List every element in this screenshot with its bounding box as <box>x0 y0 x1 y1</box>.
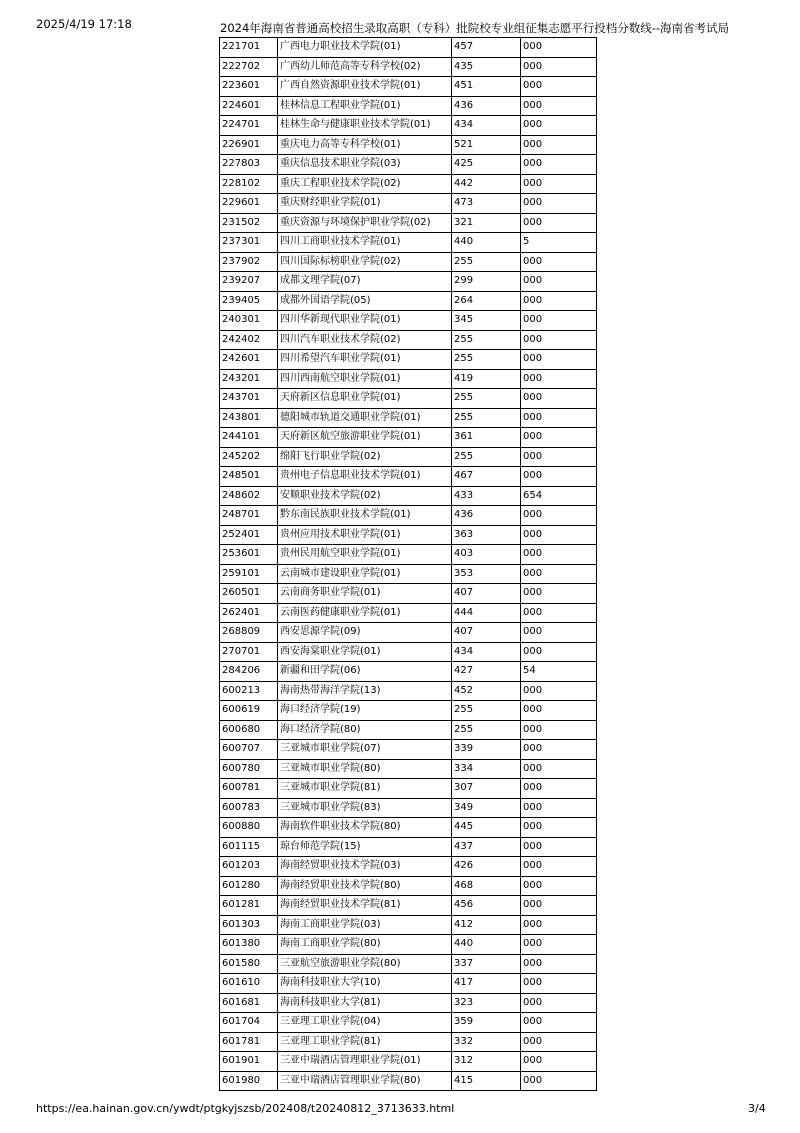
min-score-cell: 255 <box>452 252 521 272</box>
table-row <box>220 798 597 818</box>
min-score-cell: 425 <box>452 155 521 175</box>
group-code-cell: 601681 <box>220 993 278 1013</box>
group-code-cell: 600619 <box>220 701 278 721</box>
table-row <box>220 545 597 565</box>
school-group-cell: 云南城市建设职业学院(01) <box>278 564 452 584</box>
group-code-cell: 600780 <box>220 759 278 779</box>
table-row <box>220 174 597 194</box>
rank-cell: 000 <box>521 213 597 233</box>
min-score-cell: 467 <box>452 467 521 487</box>
table-row <box>220 486 597 506</box>
min-score-cell: 440 <box>452 233 521 253</box>
min-score-cell: 339 <box>452 740 521 760</box>
table-row <box>220 1052 597 1072</box>
school-group-cell: 海口经济学院(80) <box>278 720 452 740</box>
table-row <box>220 759 597 779</box>
school-group-cell: 重庆电力高等专科学校(01) <box>278 135 452 155</box>
rank-cell: 000 <box>521 876 597 896</box>
school-group-cell: 四川希望汽车职业学院(01) <box>278 350 452 370</box>
min-score-cell: 435 <box>452 57 521 77</box>
school-group-cell: 成都外国语学院(05) <box>278 291 452 311</box>
school-group-cell: 三亚航空旅游职业学院(80) <box>278 954 452 974</box>
school-group-cell: 海南软件职业技术学院(80) <box>278 818 452 838</box>
table-row <box>220 506 597 526</box>
table-row <box>220 77 597 97</box>
table-row <box>220 57 597 77</box>
rank-cell: 000 <box>521 447 597 467</box>
rank-cell: 000 <box>521 389 597 409</box>
min-score-cell: 434 <box>452 116 521 136</box>
group-code-cell: 601901 <box>220 1052 278 1072</box>
min-score-cell: 337 <box>452 954 521 974</box>
min-score-cell: 307 <box>452 779 521 799</box>
rank-cell: 000 <box>521 720 597 740</box>
school-group-cell: 德阳城市轨道交通职业学院(01) <box>278 408 452 428</box>
rank-cell: 654 <box>521 486 597 506</box>
table-row <box>220 389 597 409</box>
rank-cell: 000 <box>521 194 597 214</box>
min-score-cell: 427 <box>452 662 521 682</box>
min-score-cell: 452 <box>452 681 521 701</box>
min-score-cell: 412 <box>452 915 521 935</box>
group-code-cell: 237301 <box>220 233 278 253</box>
table-row <box>220 779 597 799</box>
min-score-cell: 437 <box>452 837 521 857</box>
table-row <box>220 564 597 584</box>
group-code-cell: 253601 <box>220 545 278 565</box>
rank-cell: 000 <box>521 584 597 604</box>
school-group-cell: 新疆和田学院(06) <box>278 662 452 682</box>
min-score-cell: 521 <box>452 135 521 155</box>
group-code-cell: 252401 <box>220 525 278 545</box>
school-group-cell: 重庆工程职业技术学院(02) <box>278 174 452 194</box>
min-score-cell: 323 <box>452 993 521 1013</box>
min-score-cell: 349 <box>452 798 521 818</box>
group-code-cell: 223601 <box>220 77 278 97</box>
min-score-cell: 363 <box>452 525 521 545</box>
group-code-cell: 601980 <box>220 1071 278 1091</box>
school-group-cell: 成都文理学院(07) <box>278 272 452 292</box>
school-group-cell: 重庆财经职业学院(01) <box>278 194 452 214</box>
school-group-cell: 三亚中瑞酒店管理职业学院(01) <box>278 1052 452 1072</box>
school-group-cell: 西安思源学院(09) <box>278 623 452 643</box>
school-group-cell: 广西幼儿师范高等专科学校(02) <box>278 57 452 77</box>
school-group-cell: 四川西南航空职业学院(01) <box>278 369 452 389</box>
table-row <box>220 584 597 604</box>
school-group-cell: 天府新区信息职业学院(01) <box>278 389 452 409</box>
table-row <box>220 252 597 272</box>
group-code-cell: 248602 <box>220 486 278 506</box>
rank-cell: 000 <box>521 798 597 818</box>
group-code-cell: 262401 <box>220 603 278 623</box>
school-group-cell: 西安海棠职业学院(01) <box>278 642 452 662</box>
table-row <box>220 467 597 487</box>
school-group-cell: 三亚城市职业学院(07) <box>278 740 452 760</box>
school-group-cell: 绵阳飞行职业学院(02) <box>278 447 452 467</box>
rank-cell: 000 <box>521 506 597 526</box>
school-group-cell: 海南工商职业学院(03) <box>278 915 452 935</box>
min-score-cell: 264 <box>452 291 521 311</box>
table-row <box>220 330 597 350</box>
school-group-cell: 重庆资源与环境保护职业学院(02) <box>278 213 452 233</box>
table-row <box>220 1032 597 1052</box>
rank-cell: 000 <box>521 272 597 292</box>
table-row <box>220 662 597 682</box>
table-row <box>220 837 597 857</box>
school-group-cell: 海口经济学院(19) <box>278 701 452 721</box>
group-code-cell: 239207 <box>220 272 278 292</box>
table-row <box>220 96 597 116</box>
table-row <box>220 642 597 662</box>
rank-cell: 000 <box>521 96 597 116</box>
table-row <box>220 818 597 838</box>
min-score-cell: 440 <box>452 935 521 955</box>
school-group-cell: 海南热带海洋学院(13) <box>278 681 452 701</box>
table-row <box>220 701 597 721</box>
rank-cell: 000 <box>521 935 597 955</box>
score-table <box>219 37 597 1091</box>
school-group-cell: 四川国际标榜职业学院(02) <box>278 252 452 272</box>
rank-cell: 000 <box>521 993 597 1013</box>
min-score-cell: 255 <box>452 350 521 370</box>
table-row <box>220 272 597 292</box>
group-code-cell: 601580 <box>220 954 278 974</box>
table-row <box>220 935 597 955</box>
group-code-cell: 222702 <box>220 57 278 77</box>
rank-cell: 000 <box>521 974 597 994</box>
footer-url: https://ea.hainan.gov.cn/ywdt/ptgkyjszsb/202408/t20240812_3713633.html <box>36 1102 455 1115</box>
school-group-cell: 琼台师范学院(15) <box>278 837 452 857</box>
rank-cell: 000 <box>521 896 597 916</box>
school-group-cell: 黔东南民族职业技术学院(01) <box>278 506 452 526</box>
min-score-cell: 334 <box>452 759 521 779</box>
print-datetime: 2025/4/19 17:18 <box>36 17 132 31</box>
min-score-cell: 451 <box>452 77 521 97</box>
table-row <box>220 525 597 545</box>
group-code-cell: 229601 <box>220 194 278 214</box>
rank-cell: 000 <box>521 77 597 97</box>
rank-cell: 000 <box>521 291 597 311</box>
group-code-cell: 227803 <box>220 155 278 175</box>
min-score-cell: 403 <box>452 545 521 565</box>
school-group-cell: 四川华新现代职业学院(01) <box>278 311 452 331</box>
group-code-cell: 248701 <box>220 506 278 526</box>
rank-cell: 000 <box>521 252 597 272</box>
table-row <box>220 38 597 58</box>
rank-cell: 000 <box>521 38 597 58</box>
min-score-cell: 255 <box>452 447 521 467</box>
min-score-cell: 299 <box>452 272 521 292</box>
school-group-cell: 海南科技职业大学(81) <box>278 993 452 1013</box>
table-row <box>220 915 597 935</box>
rank-cell: 000 <box>521 155 597 175</box>
school-group-cell: 三亚中瑞酒店管理职业学院(80) <box>278 1071 452 1091</box>
group-code-cell: 248501 <box>220 467 278 487</box>
school-group-cell: 三亚理工职业学院(04) <box>278 1013 452 1033</box>
table-row <box>220 311 597 331</box>
min-score-cell: 444 <box>452 603 521 623</box>
min-score-cell: 321 <box>452 213 521 233</box>
group-code-cell: 221701 <box>220 38 278 58</box>
rank-cell: 000 <box>521 681 597 701</box>
rank-cell: 000 <box>521 1071 597 1091</box>
rank-cell: 000 <box>521 915 597 935</box>
table-row <box>220 116 597 136</box>
rank-cell: 000 <box>521 428 597 448</box>
group-code-cell: 600880 <box>220 818 278 838</box>
table-row <box>220 993 597 1013</box>
school-group-cell: 天府新区航空旅游职业学院(01) <box>278 428 452 448</box>
school-group-cell: 桂林生命与健康职业技术学院(01) <box>278 116 452 136</box>
group-code-cell: 259101 <box>220 564 278 584</box>
min-score-cell: 407 <box>452 623 521 643</box>
rank-cell: 000 <box>521 311 597 331</box>
table-row <box>220 233 597 253</box>
table-row <box>220 408 597 428</box>
min-score-cell: 332 <box>452 1032 521 1052</box>
table-row <box>220 623 597 643</box>
rank-cell: 000 <box>521 174 597 194</box>
rank-cell: 000 <box>521 525 597 545</box>
rank-cell: 000 <box>521 1013 597 1033</box>
group-code-cell: 600781 <box>220 779 278 799</box>
group-code-cell: 239405 <box>220 291 278 311</box>
min-score-cell: 436 <box>452 506 521 526</box>
rank-cell: 000 <box>521 1032 597 1052</box>
min-score-cell: 407 <box>452 584 521 604</box>
min-score-cell: 255 <box>452 408 521 428</box>
table-row <box>220 447 597 467</box>
group-code-cell: 601280 <box>220 876 278 896</box>
rank-cell: 000 <box>521 408 597 428</box>
school-group-cell: 贵州电子信息职业技术学院(01) <box>278 467 452 487</box>
table-row <box>220 974 597 994</box>
rank-cell: 000 <box>521 57 597 77</box>
group-code-cell: 240301 <box>220 311 278 331</box>
table-row <box>220 896 597 916</box>
min-score-cell: 457 <box>452 38 521 58</box>
table-row <box>220 428 597 448</box>
group-code-cell: 245202 <box>220 447 278 467</box>
table-row <box>220 135 597 155</box>
min-score-cell: 255 <box>452 389 521 409</box>
group-code-cell: 284206 <box>220 662 278 682</box>
group-code-cell: 601704 <box>220 1013 278 1033</box>
school-group-cell: 安顺职业技术学院(02) <box>278 486 452 506</box>
group-code-cell: 600213 <box>220 681 278 701</box>
rank-cell: 000 <box>521 740 597 760</box>
group-code-cell: 601380 <box>220 935 278 955</box>
table-row <box>220 155 597 175</box>
school-group-cell: 贵州民用航空职业学院(01) <box>278 545 452 565</box>
table-row <box>220 194 597 214</box>
score-table-body <box>220 38 597 1091</box>
school-group-cell: 四川工商职业技术学院(01) <box>278 233 452 253</box>
rank-cell: 000 <box>521 116 597 136</box>
group-code-cell: 601281 <box>220 896 278 916</box>
min-score-cell: 473 <box>452 194 521 214</box>
min-score-cell: 468 <box>452 876 521 896</box>
group-code-cell: 601610 <box>220 974 278 994</box>
rank-cell: 000 <box>521 603 597 623</box>
group-code-cell: 270701 <box>220 642 278 662</box>
page-number: 3/4 <box>748 1102 766 1115</box>
table-row <box>220 603 597 623</box>
school-group-cell: 海南科技职业大学(10) <box>278 974 452 994</box>
min-score-cell: 417 <box>452 974 521 994</box>
group-code-cell: 243201 <box>220 369 278 389</box>
table-row <box>220 213 597 233</box>
rank-cell: 000 <box>521 954 597 974</box>
table-row <box>220 857 597 877</box>
page-title: 2024年海南省普通高校招生录取高职（专科）批院校专业组征集志愿平行投档分数线--海南省考试局 <box>220 21 730 35</box>
min-score-cell: 415 <box>452 1071 521 1091</box>
min-score-cell: 442 <box>452 174 521 194</box>
min-score-cell: 361 <box>452 428 521 448</box>
group-code-cell: 237902 <box>220 252 278 272</box>
rank-cell: 000 <box>521 545 597 565</box>
group-code-cell: 242601 <box>220 350 278 370</box>
school-group-cell: 海南工商职业学院(80) <box>278 935 452 955</box>
group-code-cell: 224601 <box>220 96 278 116</box>
rank-cell: 000 <box>521 837 597 857</box>
rank-cell: 000 <box>521 623 597 643</box>
school-group-cell: 重庆信息技术职业学院(03) <box>278 155 452 175</box>
group-code-cell: 244101 <box>220 428 278 448</box>
rank-cell: 000 <box>521 467 597 487</box>
rank-cell: 000 <box>521 350 597 370</box>
group-code-cell: 224701 <box>220 116 278 136</box>
group-code-cell: 601781 <box>220 1032 278 1052</box>
rank-cell: 54 <box>521 662 597 682</box>
school-group-cell: 桂林信息工程职业学院(01) <box>278 96 452 116</box>
group-code-cell: 242402 <box>220 330 278 350</box>
school-group-cell: 三亚理工职业学院(81) <box>278 1032 452 1052</box>
group-code-cell: 601303 <box>220 915 278 935</box>
rank-cell: 000 <box>521 857 597 877</box>
min-score-cell: 312 <box>452 1052 521 1072</box>
min-score-cell: 419 <box>452 369 521 389</box>
min-score-cell: 445 <box>452 818 521 838</box>
school-group-cell: 三亚城市职业学院(83) <box>278 798 452 818</box>
group-code-cell: 260501 <box>220 584 278 604</box>
group-code-cell: 243801 <box>220 408 278 428</box>
group-code-cell: 600707 <box>220 740 278 760</box>
table-row <box>220 681 597 701</box>
min-score-cell: 345 <box>452 311 521 331</box>
table-row <box>220 720 597 740</box>
school-group-cell: 海南经贸职业技术学院(81) <box>278 896 452 916</box>
table-row <box>220 369 597 389</box>
min-score-cell: 255 <box>452 720 521 740</box>
rank-cell: 000 <box>521 1052 597 1072</box>
min-score-cell: 434 <box>452 642 521 662</box>
group-code-cell: 228102 <box>220 174 278 194</box>
school-group-cell: 广西电力职业技术学院(01) <box>278 38 452 58</box>
group-code-cell: 600680 <box>220 720 278 740</box>
table-row <box>220 1013 597 1033</box>
group-code-cell: 601115 <box>220 837 278 857</box>
school-group-cell: 云南医药健康职业学院(01) <box>278 603 452 623</box>
min-score-cell: 353 <box>452 564 521 584</box>
group-code-cell: 600783 <box>220 798 278 818</box>
school-group-cell: 云南商务职业学院(01) <box>278 584 452 604</box>
rank-cell: 000 <box>521 369 597 389</box>
group-code-cell: 231502 <box>220 213 278 233</box>
group-code-cell: 601203 <box>220 857 278 877</box>
table-row <box>220 740 597 760</box>
rank-cell: 000 <box>521 779 597 799</box>
rank-cell: 000 <box>521 330 597 350</box>
school-group-cell: 海南经贸职业技术学院(80) <box>278 876 452 896</box>
rank-cell: 000 <box>521 135 597 155</box>
school-group-cell: 三亚城市职业学院(80) <box>278 759 452 779</box>
min-score-cell: 255 <box>452 330 521 350</box>
school-group-cell: 三亚城市职业学院(81) <box>278 779 452 799</box>
table-row <box>220 350 597 370</box>
group-code-cell: 226901 <box>220 135 278 155</box>
school-group-cell: 贵州应用技术职业学院(01) <box>278 525 452 545</box>
table-row <box>220 1071 597 1091</box>
table-row <box>220 291 597 311</box>
rank-cell: 000 <box>521 818 597 838</box>
school-group-cell: 海南经贸职业技术学院(03) <box>278 857 452 877</box>
school-group-cell: 广西自然资源职业技术学院(01) <box>278 77 452 97</box>
rank-cell: 000 <box>521 642 597 662</box>
rank-cell: 000 <box>521 701 597 721</box>
min-score-cell: 255 <box>452 701 521 721</box>
table-row <box>220 954 597 974</box>
min-score-cell: 433 <box>452 486 521 506</box>
table-row <box>220 876 597 896</box>
min-score-cell: 359 <box>452 1013 521 1033</box>
group-code-cell: 243701 <box>220 389 278 409</box>
min-score-cell: 426 <box>452 857 521 877</box>
school-group-cell: 四川汽车职业技术学院(02) <box>278 330 452 350</box>
group-code-cell: 268809 <box>220 623 278 643</box>
rank-cell: 000 <box>521 564 597 584</box>
rank-cell: 000 <box>521 759 597 779</box>
min-score-cell: 456 <box>452 896 521 916</box>
min-score-cell: 436 <box>452 96 521 116</box>
rank-cell: 5 <box>521 233 597 253</box>
